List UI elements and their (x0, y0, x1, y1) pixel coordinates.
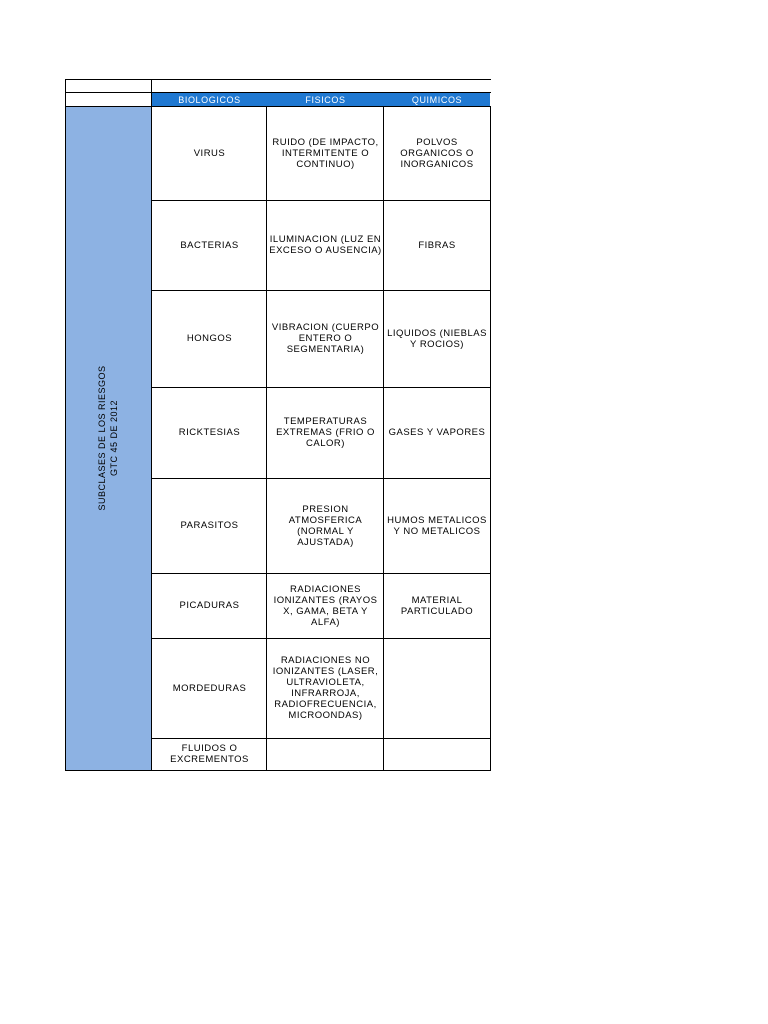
cell-biologicos-2: BACTERIAS (180, 239, 239, 251)
cell-biologicos-5: PARASITOS (180, 520, 239, 531)
cell-fisicos-1: RUIDO (DE IMPACTO, INTERMITENTE O CONTINUO) (272, 137, 379, 170)
grid-line (152, 738, 491, 739)
grid-line (65, 92, 491, 93)
cell-fisicos-6: RADIACIONES IONIZANTES (RAYOS X, GAMA, BETA Y ALFA) (273, 583, 378, 628)
cell-biologicos-8: FLUIDOS O EXCREMENTOS (170, 743, 249, 765)
grid-line (152, 638, 491, 639)
cell-fisicos-7: RADIACIONES NO IONIZANTES (LASER, ULTRAVIOLETA, INFRARROJA, RADIOFRECUENCIA, MICROONDAS) (272, 655, 379, 721)
grid-line (490, 106, 491, 771)
cell-fisicos-5: PRESION ATMOSFERICA (NORMAL Y AJUSTADA) (288, 503, 363, 548)
header-biologicos: BIOLOGICOS (152, 92, 267, 107)
grid-line (152, 573, 491, 574)
grid-line (152, 200, 491, 201)
header-fisicos: FISICOS (267, 92, 384, 107)
grid-line (65, 79, 66, 771)
cell-biologicos-4: RICKTESIAS (178, 427, 241, 438)
cell-quimicos-7 (384, 638, 490, 738)
side-label-line2: GTC 45 DE 2012 (109, 399, 119, 477)
cell-fisicos-4: TEMPERATURAS EXTREMAS (FRIO O CALOR) (276, 416, 375, 449)
cell-fisicos-8 (267, 738, 384, 770)
grid-line (266, 106, 267, 771)
side-label-line1: SUBCLASES DE LOS RIESGOS (97, 365, 107, 511)
cell-biologicos-3: HONGOS (186, 333, 233, 344)
grid-line (383, 106, 384, 771)
header-quimicos: QUIMICOS (384, 92, 490, 107)
cell-quimicos-3: LIQUIDOS (NIEBLAS Y ROCIOS) (387, 327, 487, 350)
cell-quimicos-5: HUMOS METALICOS Y NO METALICOS (387, 514, 487, 537)
grid-line (152, 387, 491, 388)
cell-quimicos-1: POLVOS ORGANICOS O INORGANICOS (400, 137, 474, 170)
cell-quimicos-8 (384, 738, 490, 770)
grid-line (152, 478, 491, 479)
cell-fisicos-3: VIBRACION (CUERPO ENTERO O SEGMENTARIA) (271, 322, 380, 355)
grid-line (65, 79, 491, 80)
grid-line (152, 290, 491, 291)
cell-quimicos-2: FIBRAS (418, 239, 456, 251)
cell-biologicos-6: PICADURAS (179, 600, 240, 611)
cell-quimicos-6: MATERIAL PARTICULADO (400, 594, 474, 617)
grid-line (151, 79, 152, 771)
cell-biologicos-1: VIRUS (193, 148, 226, 159)
side-label (88, 288, 128, 588)
cell-fisicos-2: ILUMINACION (LUZ EN EXCESO O AUSENCIA) (269, 234, 382, 256)
cell-biologicos-7: MORDEDURAS (172, 682, 247, 694)
cell-quimicos-4: GASES Y VAPORES (388, 427, 486, 438)
grid-line (65, 106, 491, 107)
grid-line (65, 770, 491, 771)
